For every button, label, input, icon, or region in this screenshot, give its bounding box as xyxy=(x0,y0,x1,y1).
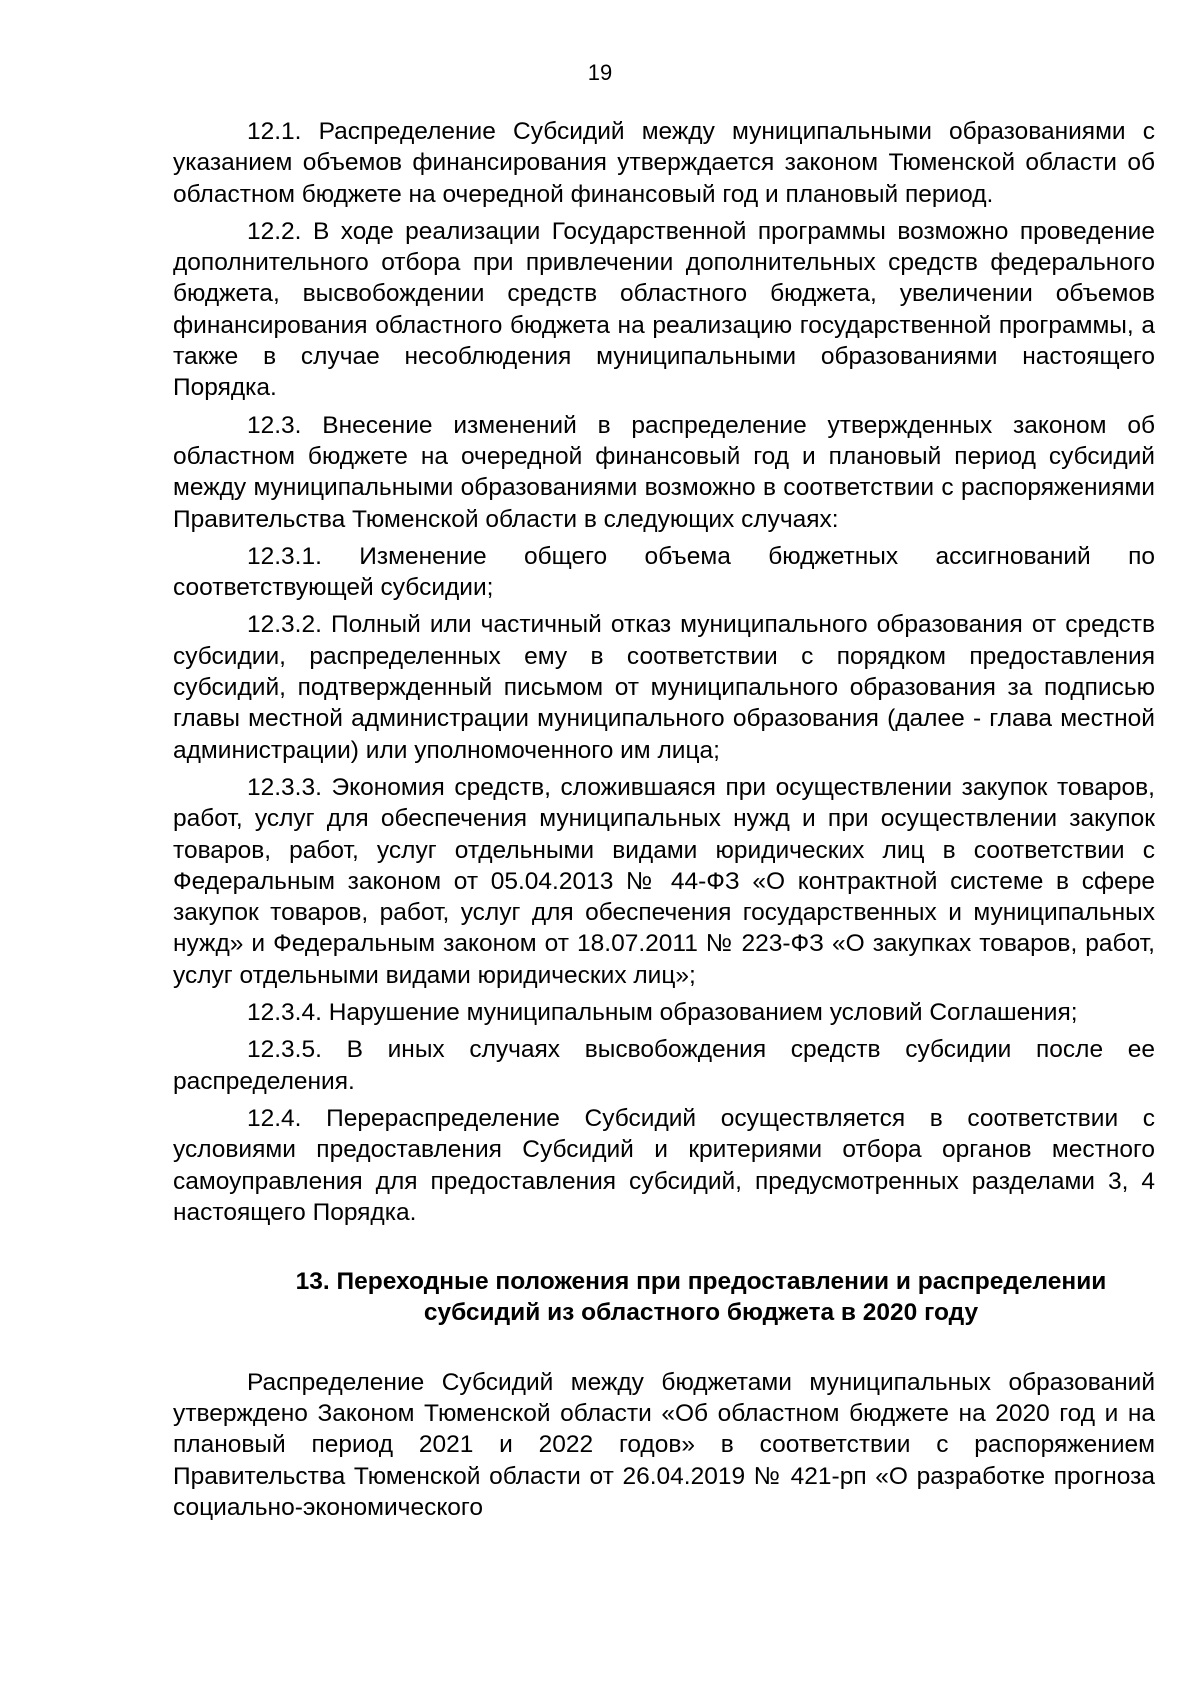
page-number: 19 xyxy=(587,60,613,85)
section-heading-line-1: 13. Переходные положения при предоставлении и распределении xyxy=(295,1268,1107,1296)
paragraph-12-2: 12.2. В ходе реализации Государственной программы возможно проведение дополнительного отбора при привлечении дополнительных средств федерального бюджета, высвобождении средств областного бюджета, увеличении объемов финансирования областного бюджета на реализацию государственной программы, а также в случае несоблюдения муниципальными образованиями настоящего Порядка. xyxy=(173,217,1155,402)
paragraph-12-3: 12.3. Внесение изменений в распределение утвержденных законом об областном бюджете на очередной финансовый год и плановый период субсидий между муниципальными образованиями возможно в соответствии с распоряжениями Правительства Тюменской области в следующих случаях: xyxy=(173,411,1155,533)
paragraph-13-1: Распределение Субсидий между бюджетами муниципальных образований утверждено Законом Тюменской области «Об областном бюджете на 2020 год и на плановый период 2021 и 2022 годов» в соответствии с распоряжением Правительства Тюменской области от 26.04.2019 № 421-рп «О разработке прогноза социально-экономического xyxy=(173,1368,1155,1521)
paragraph-12-3-5: 12.3.5. В иных случаях высвобождения средств субсидии после ее распределения. xyxy=(173,1036,1155,1095)
section-heading-line-2: субсидий из областного бюджета в 2020 году xyxy=(423,1299,979,1327)
paragraph-12-3-4: 12.3.4. Нарушение муниципальным образованием условий Соглашения; xyxy=(247,999,1078,1027)
paragraph-12-3-1: 12.3.1. Изменение общего объема бюджетных ассигнований по соответствующей субсидии; xyxy=(173,542,1155,602)
paragraph-12-3-3: 12.3.3. Экономия средств, сложившаяся при осуществлении закупок товаров, работ, услуг для обеспечения муниципальных нужд и при осуществлении закупок товаров, работ, услуг отдельными видами юридических лиц в соответствии с Федеральным законом от 05.04.2013 № 44-ФЗ «О контрактной системе в сфере закупок товаров, работ, услуг для обеспечения государственных и муниципальных нужд» и Федеральным законом от 18.07.2011 № 223-ФЗ «О закупках товаров, работ, услуг отдельными видами юридических лиц»; xyxy=(173,773,1155,989)
document-body xyxy=(173,116,1155,1529)
paragraph-12-1: 12.1. Распределение Субсидий между муниципальными образованиями с указанием объемов финансирования утверждается законом Тюменской области об областном бюджете на очередной финансовый год и плановый период. xyxy=(173,118,1155,208)
paragraph-12-4: 12.4. Перераспределение Субсидий осуществляется в соответствии с условиями предоставления Субсидий и критериями отбора органов местного самоуправления для предоставления субсидий, предусмотренных разделами 3, 4 настоящего Порядка. xyxy=(173,1104,1155,1226)
section-13-heading xyxy=(173,1266,1155,1329)
paragraph-12-3-2: 12.3.2. Полный или частичный отказ муниципального образования от средств субсидии, распределенных ему в соответствии с порядком предоставления субсидий, подтвержденный письмом от муниципального образования за подписью главы местной администрации муниципального образования (далее - глава местной администрации) или уполномоченного им лица; xyxy=(173,611,1155,764)
